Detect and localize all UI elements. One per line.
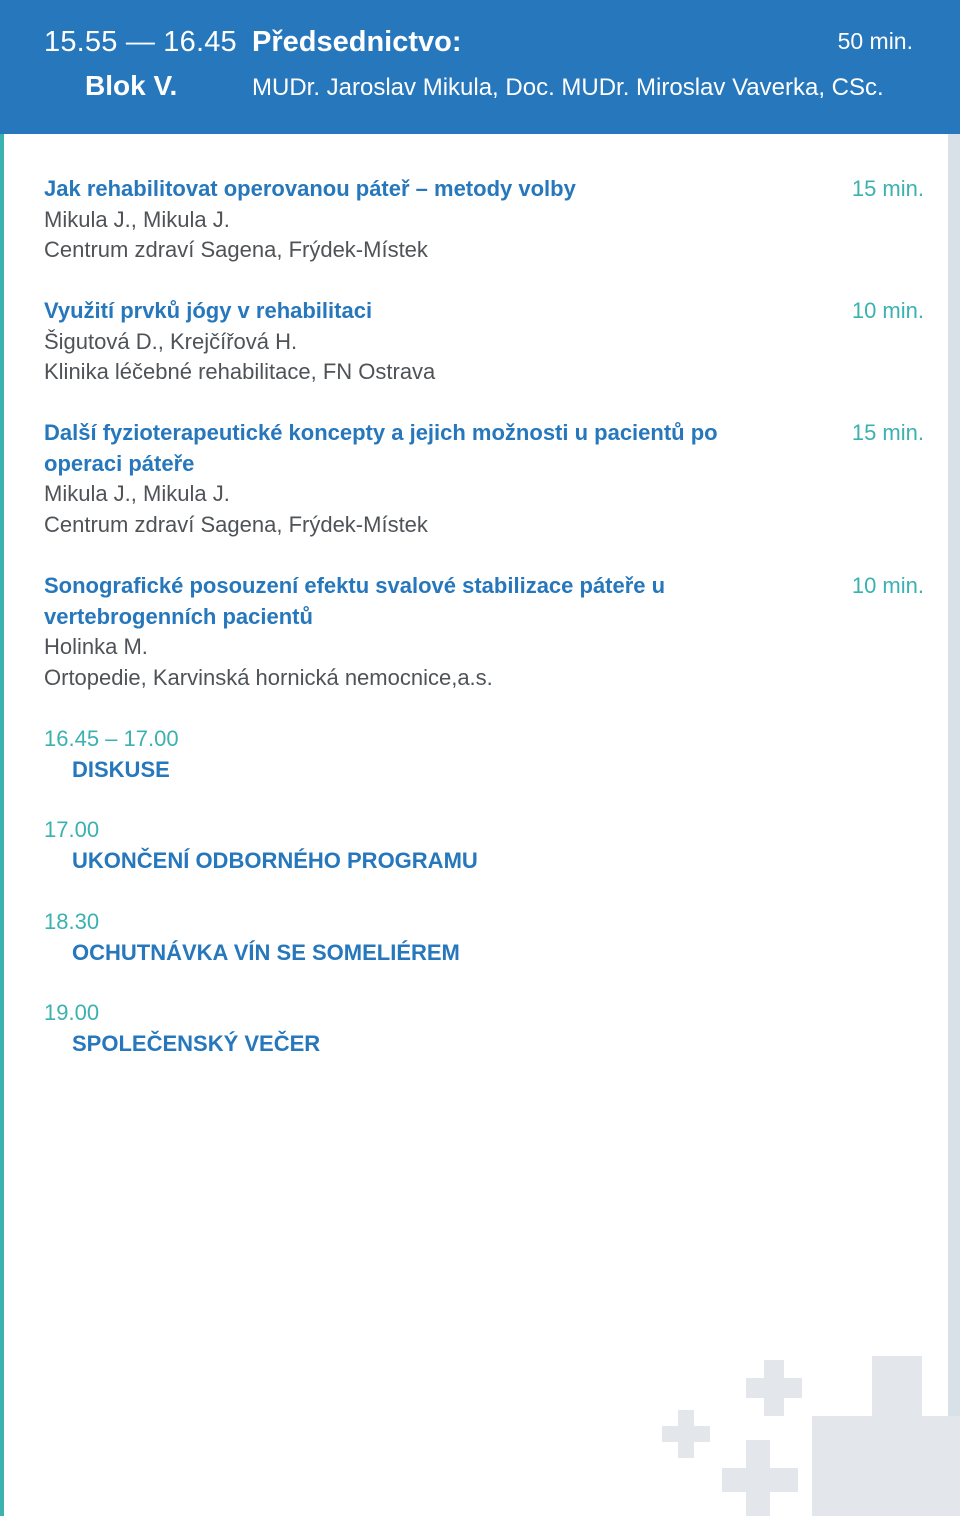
event-label: SPOLEČENSKÝ VEČER <box>72 1030 321 1056</box>
session-chair-title: Předsednictvo: <box>252 26 462 58</box>
session-block: Blok V. <box>85 70 178 101</box>
lecture-title: Jak rehabilitovat operovanou páteř – metody volby <box>44 176 576 201</box>
lecture-authors: Šigutová D., Krejčířová H. <box>44 328 298 354</box>
session-chairs: MUDr. Jaroslav Mikula, Doc. MUDr. Miroslav Vaverka, CSc. <box>252 74 884 101</box>
large-plus-icon <box>812 1356 960 1516</box>
lecture-institution: Klinika léčebné rehabilitace, FN Ostrava <box>44 359 436 384</box>
event-time: 19.00 <box>44 1000 100 1025</box>
event-time: 17.00 <box>44 817 100 842</box>
lecture-duration: 15 min. <box>851 420 924 445</box>
session-duration: 50 min. <box>837 28 913 54</box>
event-time: 16.45 – 17.00 <box>44 726 179 751</box>
lecture-item <box>44 571 924 693</box>
schedule-event <box>44 724 179 785</box>
lecture-item <box>44 418 924 540</box>
lecture-institution: Centrum zdraví Sagena, Frýdek-Místek <box>44 237 428 262</box>
lecture-authors: Mikula J., Mikula J. <box>44 481 230 506</box>
schedule-event <box>44 998 320 1059</box>
event-label: OCHUTNÁVKA VÍN SE SOMELIÉREM <box>72 939 460 965</box>
lecture-item <box>44 174 924 266</box>
lecture-authors: Holinka M. <box>44 634 148 659</box>
medium-plus-icon <box>722 1440 798 1516</box>
lecture-authors: Mikula J., Mikula J. <box>44 206 230 232</box>
lecture-item <box>44 296 924 388</box>
schedule-event <box>44 815 478 876</box>
schedule-event <box>44 907 460 968</box>
small-plus-icon <box>662 1410 710 1458</box>
event-time: 18.30 <box>44 909 100 934</box>
lecture-duration: 10 min. <box>851 573 924 598</box>
medium-plus-icon <box>746 1360 802 1416</box>
lecture-title: Sonografické posouzení efektu svalové stabilizace páteře u vertebrogenních pacientů <box>44 573 666 629</box>
lecture-duration: 10 min. <box>851 298 924 323</box>
lecture-title: Využití prvků jógy v rehabilitaci <box>44 298 373 323</box>
lecture-institution: Centrum zdraví Sagena, Frýdek-Místek <box>44 511 428 537</box>
event-label: DISKUSE <box>72 756 170 782</box>
right-accent-rule <box>948 0 960 1516</box>
lecture-title: Další fyzioterapeutické koncepty a jejich možnosti u pacientů po operaci páteře <box>44 420 718 476</box>
lecture-institution: Ortopedie, Karvinská hornická nemocnice,a.s. <box>44 664 493 690</box>
event-label: UKONČENÍ ODBORNÉHO PROGRAMU <box>72 847 478 873</box>
lecture-duration: 15 min. <box>851 176 924 201</box>
session-header <box>0 0 960 134</box>
left-accent-rule <box>0 0 4 1516</box>
session-time: 15.55 — 16.45 <box>44 26 237 58</box>
